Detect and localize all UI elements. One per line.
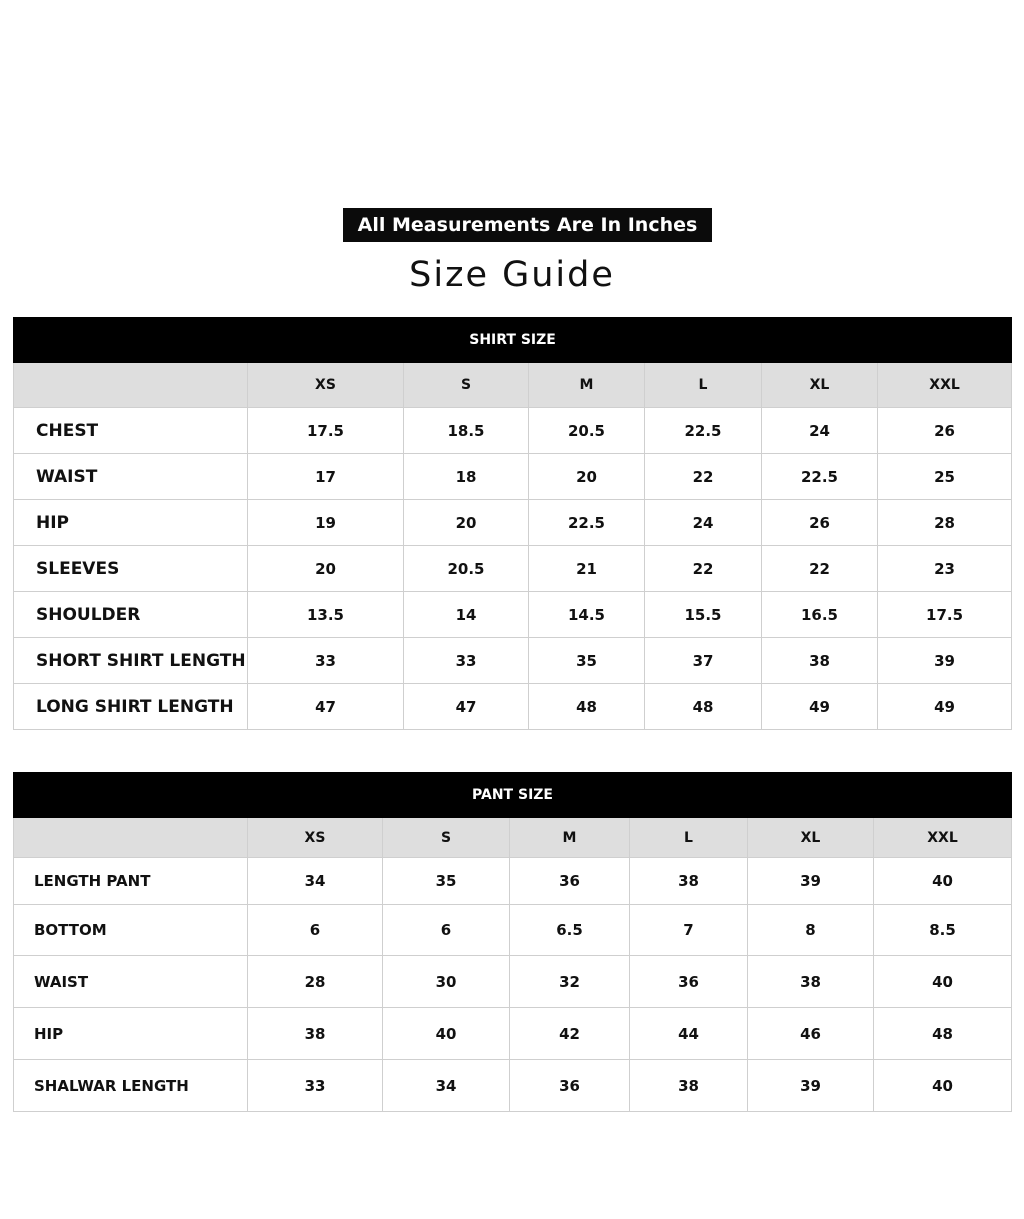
- measurement-value: 8: [748, 905, 874, 956]
- table-row: [14, 956, 1012, 1008]
- measurement-value: 6.5: [510, 905, 630, 956]
- measurement-value: 49: [878, 684, 1012, 730]
- measurement-value: 30: [383, 956, 510, 1008]
- measurement-value: 19: [248, 500, 404, 546]
- table-row: [14, 500, 1012, 546]
- shirt-table-heading: SHIRT SIZE: [14, 318, 1012, 363]
- size-header: XL: [762, 363, 878, 408]
- measurement-value: 22.5: [529, 500, 645, 546]
- measurement-value: 38: [630, 1060, 748, 1112]
- table-row: [14, 592, 1012, 638]
- measurement-value: 14.5: [529, 592, 645, 638]
- pant-size-table: [13, 772, 1012, 1112]
- measurement-value: 14: [404, 592, 529, 638]
- measurement-value: 33: [248, 638, 404, 684]
- measurement-value: 17: [248, 454, 404, 500]
- measurement-value: 40: [874, 858, 1012, 905]
- measurement-value: 22.5: [762, 454, 878, 500]
- size-header: XXL: [878, 363, 1012, 408]
- units-note-badge: All Measurements Are In Inches: [343, 208, 712, 242]
- measurement-value: 46: [748, 1008, 874, 1060]
- measurement-value: 18: [404, 454, 529, 500]
- measurement-value: 7: [630, 905, 748, 956]
- measurement-value: 35: [383, 858, 510, 905]
- measurement-value: 15.5: [645, 592, 762, 638]
- measurement-value: 36: [510, 858, 630, 905]
- measurement-value: 37: [645, 638, 762, 684]
- measurement-value: 28: [878, 500, 1012, 546]
- measurement-value: 22: [645, 546, 762, 592]
- measurement-label: CHEST: [14, 408, 248, 454]
- measurement-value: 44: [630, 1008, 748, 1060]
- measurement-value: 24: [762, 408, 878, 454]
- measurement-value: 36: [630, 956, 748, 1008]
- measurement-value: 42: [510, 1008, 630, 1060]
- measurement-label: SHALWAR LENGTH: [14, 1060, 248, 1112]
- measurement-value: 48: [874, 1008, 1012, 1060]
- measurement-label: LENGTH PANT: [14, 858, 248, 905]
- pant-header-corner: [14, 818, 248, 858]
- measurement-value: 47: [404, 684, 529, 730]
- measurement-value: 34: [248, 858, 383, 905]
- measurement-value: 22.5: [645, 408, 762, 454]
- measurement-value: 40: [874, 1060, 1012, 1112]
- measurement-value: 18.5: [404, 408, 529, 454]
- measurement-label: SHOULDER: [14, 592, 248, 638]
- measurement-value: 21: [529, 546, 645, 592]
- measurement-label: WAIST: [14, 956, 248, 1008]
- table-row: [14, 454, 1012, 500]
- measurement-value: 33: [404, 638, 529, 684]
- measurement-label: HIP: [14, 500, 248, 546]
- pant-table-heading: PANT SIZE: [14, 773, 1012, 818]
- measurement-value: 22: [762, 546, 878, 592]
- measurement-value: 26: [762, 500, 878, 546]
- measurement-value: 22: [645, 454, 762, 500]
- measurement-value: 48: [529, 684, 645, 730]
- table-row: [14, 684, 1012, 730]
- table-row: [14, 905, 1012, 956]
- measurement-value: 20: [404, 500, 529, 546]
- measurement-value: 26: [878, 408, 1012, 454]
- measurement-value: 33: [248, 1060, 383, 1112]
- measurement-value: 8.5: [874, 905, 1012, 956]
- measurement-label: BOTTOM: [14, 905, 248, 956]
- measurement-value: 38: [748, 956, 874, 1008]
- measurement-value: 20: [248, 546, 404, 592]
- measurement-value: 48: [645, 684, 762, 730]
- pant-size-header-row: [14, 818, 1012, 858]
- measurement-value: 6: [383, 905, 510, 956]
- measurement-value: 25: [878, 454, 1012, 500]
- table-row: [14, 546, 1012, 592]
- measurement-label: WAIST: [14, 454, 248, 500]
- table-row: [14, 638, 1012, 684]
- measurement-value: 38: [248, 1008, 383, 1060]
- size-header: M: [510, 818, 630, 858]
- table-row: [14, 858, 1012, 905]
- measurement-value: 39: [878, 638, 1012, 684]
- measurement-value: 40: [874, 956, 1012, 1008]
- shirt-size-header-row: [14, 363, 1012, 408]
- measurement-value: 6: [248, 905, 383, 956]
- table-row: [14, 1008, 1012, 1060]
- size-header: XS: [248, 363, 404, 408]
- measurement-value: 17.5: [248, 408, 404, 454]
- measurement-value: 38: [762, 638, 878, 684]
- measurement-value: 13.5: [248, 592, 404, 638]
- size-header: M: [529, 363, 645, 408]
- measurement-value: 36: [510, 1060, 630, 1112]
- measurement-value: 20: [529, 454, 645, 500]
- measurement-label: SLEEVES: [14, 546, 248, 592]
- size-header: L: [645, 363, 762, 408]
- measurement-value: 24: [645, 500, 762, 546]
- measurement-label: SHORT SHIRT LENGTH: [14, 638, 248, 684]
- measurement-value: 49: [762, 684, 878, 730]
- measurement-value: 38: [630, 858, 748, 905]
- measurement-value: 47: [248, 684, 404, 730]
- page-title: Size Guide: [409, 255, 615, 295]
- measurement-value: 39: [748, 1060, 874, 1112]
- measurement-value: 39: [748, 858, 874, 905]
- size-header: S: [404, 363, 529, 408]
- pant-table-heading-row: [14, 773, 1012, 818]
- measurement-value: 20.5: [404, 546, 529, 592]
- measurement-value: 28: [248, 956, 383, 1008]
- measurement-label: HIP: [14, 1008, 248, 1060]
- measurement-value: 35: [529, 638, 645, 684]
- measurement-value: 23: [878, 546, 1012, 592]
- shirt-size-table: [13, 317, 1012, 730]
- measurement-value: 17.5: [878, 592, 1012, 638]
- measurement-value: 34: [383, 1060, 510, 1112]
- table-row: [14, 408, 1012, 454]
- shirt-table-heading-row: [14, 318, 1012, 363]
- table-row: [14, 1060, 1012, 1112]
- size-header: XXL: [874, 818, 1012, 858]
- size-header: XL: [748, 818, 874, 858]
- size-header: S: [383, 818, 510, 858]
- measurement-label: LONG SHIRT LENGTH: [14, 684, 248, 730]
- size-header: L: [630, 818, 748, 858]
- measurement-value: 20.5: [529, 408, 645, 454]
- measurement-value: 40: [383, 1008, 510, 1060]
- shirt-header-corner: [14, 363, 248, 408]
- measurement-value: 16.5: [762, 592, 878, 638]
- measurement-value: 32: [510, 956, 630, 1008]
- size-header: XS: [248, 818, 383, 858]
